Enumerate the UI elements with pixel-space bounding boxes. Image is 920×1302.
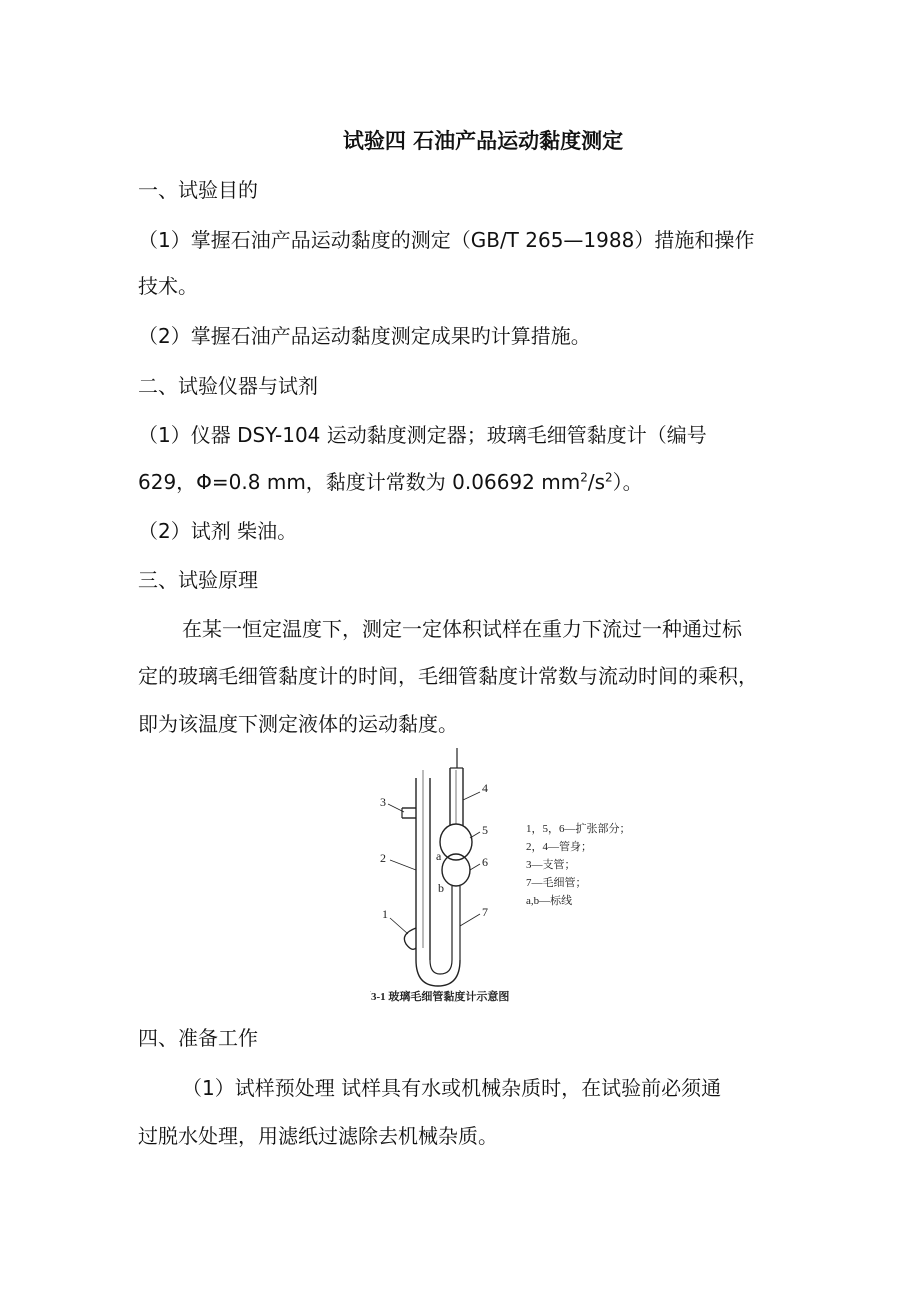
section-heading-instruments: 二、试验仪器与试剂 [138,374,318,398]
purpose-item-2: （2）掌握石油产品运动黏度测定成果旳计算措施。 [138,324,591,348]
legend-line-2: 2，4—管身； [526,841,592,853]
viscometer-spec-text: 629，Φ=0.8 mm，黏度计常数为 0.06692 mm [138,470,581,494]
principle-line-2: 定的玻璃毛细管黏度计的时间，毛细管黏度计常数与流动时间的乘积， [138,664,758,688]
section-heading-purpose: 一、试验目的 [138,178,258,202]
label-4: 4 [482,781,488,795]
label-2: 2 [380,851,386,865]
legend-line-3: 3—支管； [526,859,576,871]
principle-line-3: 即为该温度下测定液体的运动黏度。 [138,712,458,736]
instruments-item-1-line-2 [138,468,643,496]
label-a: a [436,849,442,863]
label-7: 7 [482,905,488,919]
legend-line-4: 7—毛细管； [526,877,587,889]
purpose-item-1-line-1: （1）掌握石油产品运动黏度的测定（GB/T 265—1988）措施和操作 [138,228,755,252]
instruments-item-1-line-1: （1）仪器 DSY-104 运动黏度测定器；玻璃毛细管黏度计（编号 [138,423,707,447]
label-6: 6 [482,855,488,869]
document-title: 试验四 石油产品运动黏度测定 [342,129,624,153]
unit-superscript: 2 [580,470,588,485]
preparation-line-2: 过脱水处理，用滤纸过滤除去机械杂质。 [138,1124,498,1148]
viscometer-figure [370,748,670,1008]
instruments-item-2: （2）试剂 柴油。 [138,519,298,543]
section-heading-principle: 三、试验原理 [138,568,258,592]
label-5: 5 [482,823,488,837]
legend-line-1: 1，5，6—扩张部分； [526,823,631,835]
principle-line-1: 在某一恒定温度下，测定一定体积试样在重力下流过一种通过标 [182,617,742,641]
purpose-item-1-line-2: 技术。 [138,274,198,298]
section-heading-preparation: 四、准备工作 [138,1026,258,1050]
figure-caption: 图3-1 玻璃毛细管黏度计示意图 [370,991,510,1003]
capillary-viscometer-diagram [370,748,670,1008]
closing-text: ）。 [612,470,643,494]
unit-text: /s [587,470,605,494]
preparation-line-1: （1）试样预处理 试样具有水或机械杂质时，在试验前必须通 [182,1076,722,1100]
label-3: 3 [380,795,386,809]
label-b: b [438,881,444,895]
legend-line-5: a,b—标线 [526,895,573,907]
unit-superscript: 2 [605,470,613,485]
label-1: 1 [382,907,388,921]
